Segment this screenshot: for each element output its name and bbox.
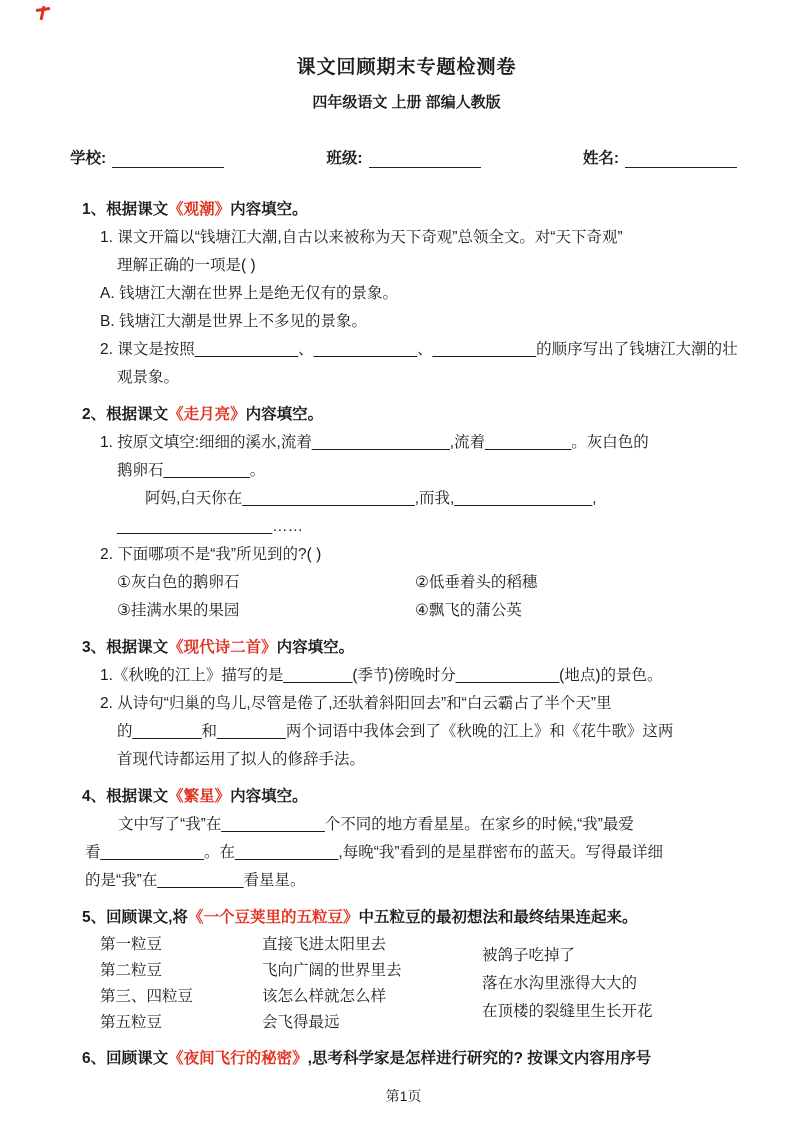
question-2-heading [82, 401, 743, 429]
question-5-heading [82, 904, 743, 932]
question-4-body-line-2: 看____________。在____________,每晚“我”看到的是星群密布的蓝天。写得最详细 [85, 844, 664, 861]
question-4-body-line-3: 的是“我”在__________看星星。 [85, 872, 306, 889]
question-2-sub-1-line-2: 鹅卵石__________。 [117, 462, 266, 479]
question-5-bean-column [100, 932, 262, 1036]
question-5-thought-column [262, 932, 482, 1036]
school-blank [112, 151, 224, 168]
question-4-book-title: 《繁星》 [168, 788, 231, 805]
question-2-heading-prefix: 2、根据课文 [82, 406, 169, 423]
bean-result: 落在水沟里涨得大大的 [482, 975, 638, 992]
question-3-sub-2 [100, 690, 743, 774]
question-4 [82, 783, 743, 895]
question-1 [82, 196, 743, 392]
page-title: 课文回顾期末专题检测卷 [296, 57, 517, 78]
bean-label: 第三、四粒豆 [100, 988, 194, 1005]
question-4-body [85, 811, 743, 895]
question-4-heading [82, 783, 743, 811]
bean-result: 被鸽子吃掉了 [482, 947, 576, 964]
question-2-option-4: ④飘飞的蒲公英 [415, 602, 522, 619]
bean-thought: 直接飞进太阳里去 [262, 936, 387, 953]
bean-result: 在顶楼的裂缝里生长开花 [482, 1003, 653, 1020]
question-1-sub-2-line-1: 2. 课文是按照____________、____________、____________的顺序写出了钱塘江大潮的壮 [100, 341, 738, 358]
question-1-option-a: A. 钱塘江大潮在世界上是绝无仅有的景象。 [100, 285, 398, 302]
question-1-sub-1-line-1: 1. 课文开篇以“钱塘江大潮,自古以来被称为天下奇观”总领全文。对“天下奇观” [100, 229, 623, 246]
question-1-sub-1 [100, 224, 743, 280]
question-1-sub-2-line-2: 观景象。 [117, 369, 180, 386]
question-2-option-3: ③挂满水果的果园 [117, 602, 240, 619]
name-field [583, 146, 737, 168]
page-number: 第1页 [385, 1088, 422, 1104]
bean-label: 第五粒豆 [100, 1014, 163, 1031]
class-field [326, 146, 480, 168]
question-2-option-2: ②低垂着头的稻穗 [415, 574, 538, 591]
question-4-heading-prefix: 4、根据课文 [82, 788, 169, 805]
class-blank [369, 151, 481, 168]
question-1-option-b: B. 钱塘江大潮是世界上不多见的景象。 [100, 313, 367, 330]
question-5-heading-suffix: 中五粒豆的最初想法和最终结果连起来。 [358, 909, 638, 926]
school-field [70, 146, 224, 168]
question-5-book-title: 《一个豆荚里的五粒豆》 [187, 909, 359, 926]
question-3 [82, 634, 743, 774]
question-3-heading [82, 634, 743, 662]
question-1-book-title: 《观潮》 [168, 201, 231, 218]
question-6-heading-prefix: 6、回顾课文 [82, 1050, 169, 1067]
student-info-row [70, 146, 743, 168]
question-4-body-line-1: 文中写了“我”在____________个不同的地方看星星。在家乡的时候,“我”最爱 [118, 816, 634, 833]
red-stamp-mark [34, 6, 54, 22]
class-label: 班级: [326, 150, 363, 167]
question-2-sub-1-line-3: 阿妈,白天你在____________________,而我,________________, [145, 490, 597, 507]
page-subtitle: 四年级语文 上册 部编人教版 [312, 94, 501, 111]
question-3-heading-prefix: 3、根据课文 [82, 639, 169, 656]
question-3-sub-2-line-1: 2. 从诗句“归巢的鸟儿,尽管是倦了,还驮着斜阳回去”和“白云霸占了半个天”里 [100, 695, 612, 712]
question-5-heading-prefix: 5、回顾课文,将 [82, 909, 188, 926]
question-3-book-title: 《现代诗二首》 [168, 639, 277, 656]
question-5-matching-area [100, 932, 743, 1036]
bean-thought: 会飞得最远 [262, 1014, 340, 1031]
question-1-heading [82, 196, 743, 224]
question-2-sub-1-line-1: 1. 按原文填空:细细的溪水,流着________________,流着__________。灰白色的 [100, 434, 649, 451]
school-label: 学校: [70, 150, 107, 167]
question-3-sub-2-line-3: 首现代诗都运用了拟人的修辞手法。 [117, 751, 366, 768]
question-4-heading-suffix: 内容填空。 [230, 788, 308, 805]
question-3-sub-1: 1.《秋晚的江上》描写的是________(季节)傍晚时分____________(地点)的景色。 [100, 667, 663, 684]
question-1-heading-suffix: 内容填空。 [230, 201, 308, 218]
name-blank [625, 151, 737, 168]
question-6-book-title: 《夜间飞行的秘密》 [168, 1050, 308, 1067]
question-5-result-column [482, 932, 653, 1036]
question-2-sub-1 [100, 429, 743, 541]
question-6-heading [82, 1045, 743, 1073]
question-2-sub-2: 2. 下面哪项不是“我”所见到的?( ) [100, 546, 322, 563]
question-6-heading-suffix: ,思考科学家是怎样进行研究的? 按课文内容用序号 [307, 1050, 652, 1067]
question-5 [82, 904, 743, 1036]
bean-label: 第二粒豆 [100, 962, 163, 979]
question-1-sub-2 [100, 336, 743, 392]
bean-label: 第一粒豆 [100, 936, 163, 953]
question-2-sub-1-line-4: __________________…… [117, 518, 304, 535]
question-2-option-1: ①灰白色的鹅卵石 [117, 574, 240, 591]
question-2-options [117, 569, 743, 625]
question-3-sub-2-line-2: 的________和________两个词语中我体会到了《秋晚的江上》和《花牛歌》这两 [117, 723, 674, 740]
question-3-heading-suffix: 内容填空。 [276, 639, 355, 656]
bean-thought: 该怎么样就怎么样 [262, 988, 387, 1005]
question-1-sub-1-line-2: 理解正确的一项是( ) [117, 257, 256, 274]
name-label: 姓名: [582, 150, 619, 167]
question-2-heading-suffix: 内容填空。 [245, 406, 324, 423]
question-2 [82, 401, 743, 625]
question-6 [82, 1045, 743, 1073]
question-1-heading-prefix: 1、根据课文 [82, 201, 169, 218]
bean-thought: 飞向广阔的世界里去 [262, 962, 402, 979]
question-2-book-title: 《走月亮》 [168, 406, 246, 423]
